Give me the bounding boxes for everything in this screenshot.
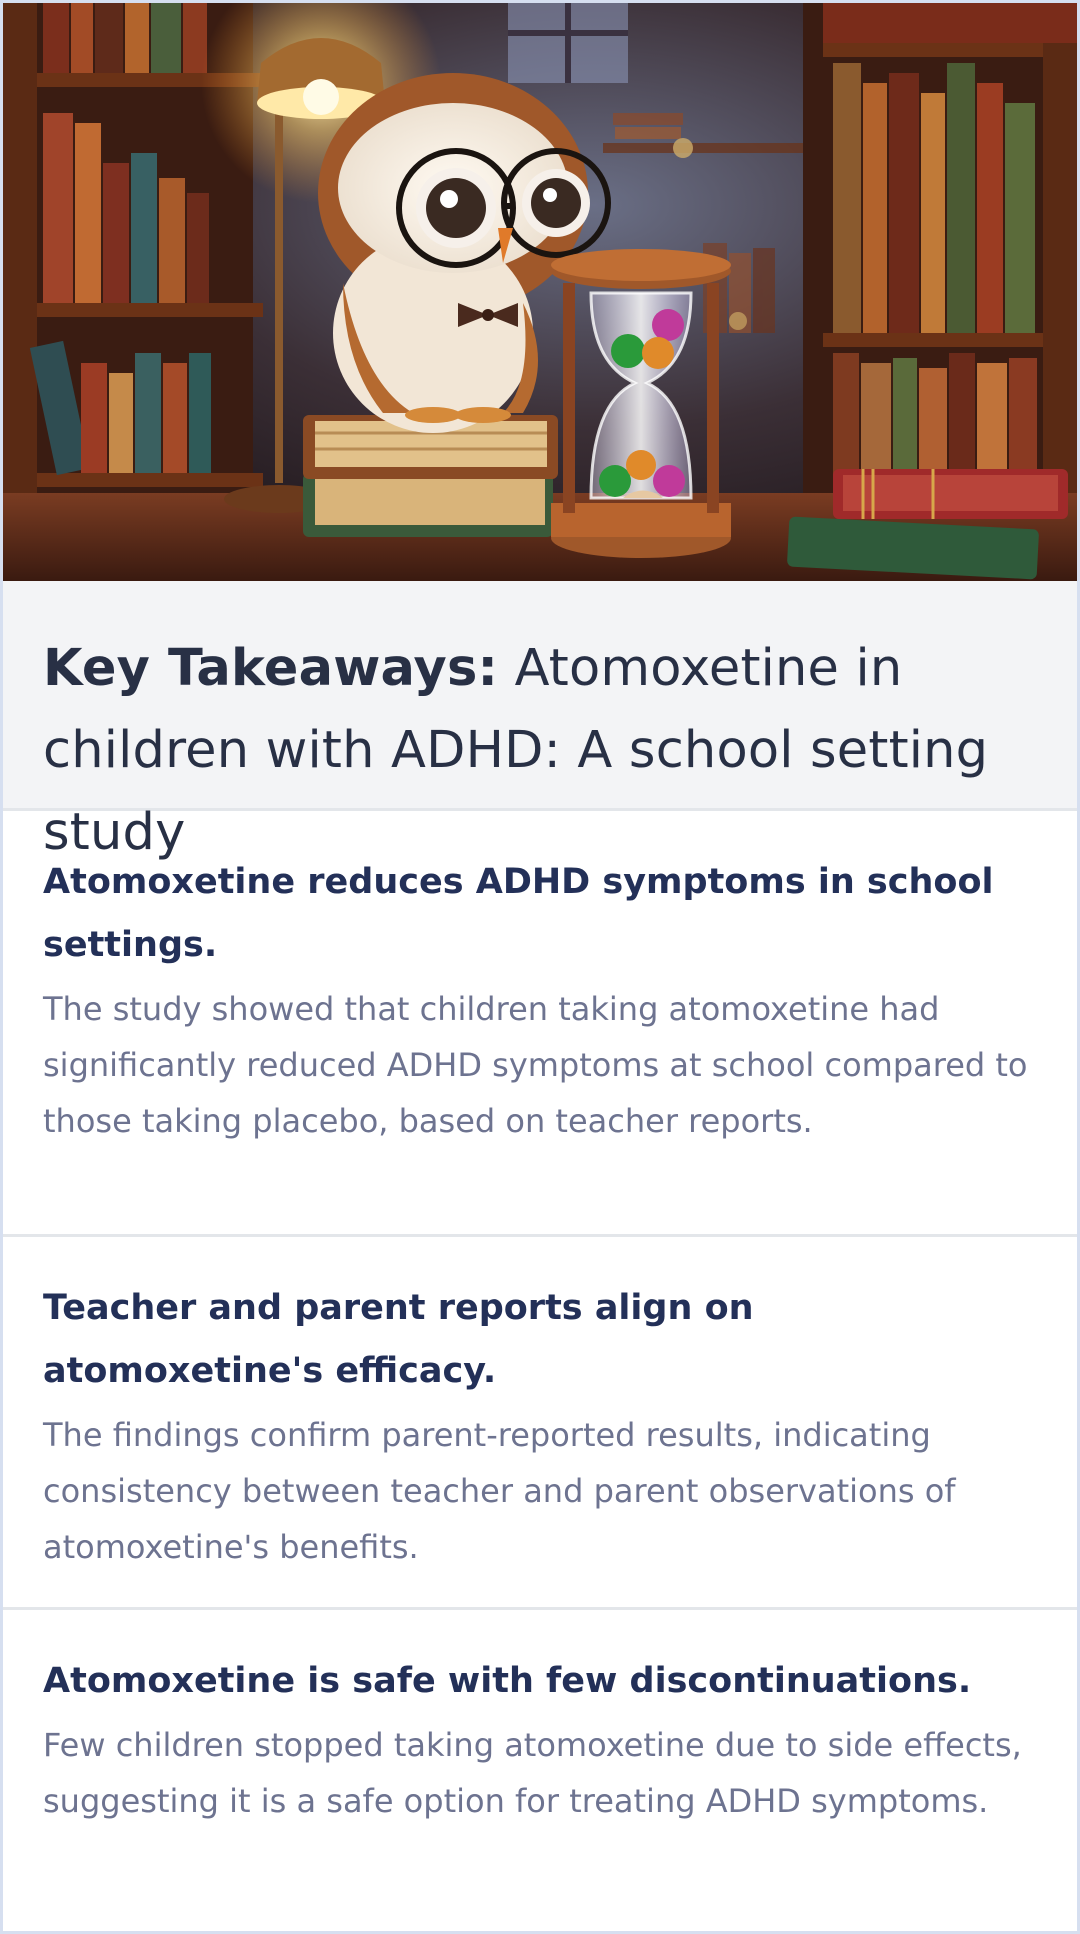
right-bookshelf (803, 3, 1077, 543)
takeaway-item (3, 1237, 1077, 1610)
owl-library-illustration (3, 3, 1077, 581)
hero-illustration (3, 3, 1077, 581)
takeaway-item (3, 1610, 1077, 1930)
takeaways-header (3, 581, 1077, 862)
window (508, 3, 628, 83)
takeaway-item (3, 811, 1077, 1237)
takeaway-title: Atomoxetine is safe with few discontinuations. (43, 1661, 972, 1701)
title-rest: Atomoxetine in children with ADHD: A school setting study (43, 639, 989, 862)
takeaway-title: Atomoxetine reduces ADHD symptoms in school settings. (43, 862, 994, 965)
takeaway-body: Few children stopped taking atomoxetine due to side effects, suggesting it is a safe option for treating ADHD symptoms. (43, 1726, 1022, 1820)
title-lead: Key Takeaways: (43, 639, 499, 698)
takeaway-body: The study showed that children taking atomoxetine had significantly reduced ADHD symptoms at school compared to those taking placebo, based on teacher reports. (43, 990, 1028, 1140)
book-stack (303, 415, 558, 537)
takeaway-title: Teacher and parent reports align on atomoxetine's efficacy. (43, 1288, 754, 1391)
takeaway-body: The findings confirm parent-reported results, indicating consistency between teacher and parent observations of atomoxetine's benefits. (43, 1416, 956, 1566)
